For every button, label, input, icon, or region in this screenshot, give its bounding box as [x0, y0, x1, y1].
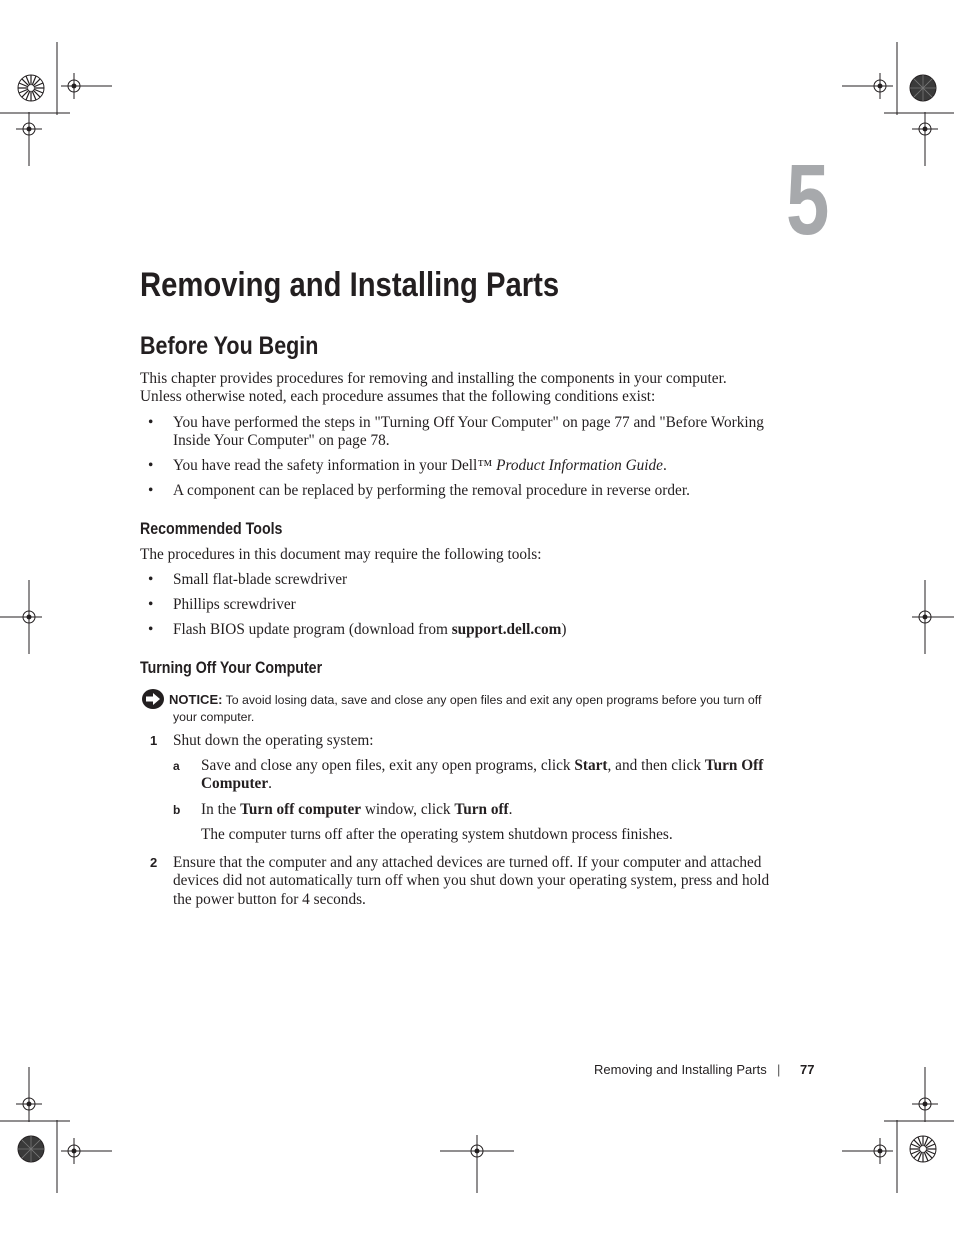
chapter-title: Removing and Installing Parts	[140, 266, 560, 304]
subsection-title-recommended-tools: Recommended Tools	[140, 520, 283, 538]
notice-box	[169, 691, 789, 726]
tool-item: Flash BIOS update program (download from support.dell.com)	[173, 621, 567, 638]
tools-intro: The procedures in this document may require the following tools:	[140, 546, 542, 563]
condition-item: You have read the safety information in your Dell™ Product Information Guide.	[173, 457, 667, 474]
step-number: 1	[150, 733, 158, 748]
intro-line-2: Unless otherwise noted, each procedure assumes that the following conditions exist:	[140, 388, 656, 406]
substep-text: In the Turn off computer window, click Turn off.	[201, 801, 513, 818]
turn-off-computer-window-label: Turn off computer	[240, 801, 362, 818]
bullet-glyph: •	[148, 621, 154, 638]
bullet-glyph: •	[148, 596, 154, 613]
substep-letter: b	[173, 803, 181, 817]
intro-paragraph	[140, 370, 800, 407]
bullet-glyph: •	[148, 482, 154, 499]
start-menu-label: Start	[574, 757, 608, 774]
turn-off-button-label: Turn off	[454, 801, 509, 818]
footer-separator: |	[777, 1062, 781, 1077]
substep-letter: a	[173, 759, 180, 773]
turn-off-label-part1: Turn Off	[704, 757, 764, 774]
bullet-glyph: •	[148, 571, 154, 588]
tool-item: Small flat-blade screwdriver	[173, 571, 348, 588]
turn-off-label-part2: Computer	[201, 775, 269, 793]
substep-text: Save and close any open files, exit any open programs, click Start, and then click Turn Off Computer.	[201, 757, 764, 793]
support-site-link-text: support.dell.com	[451, 621, 562, 638]
intro-line-1: This chapter provides procedures for removing and installing the components in your computer.	[140, 370, 727, 387]
step-number: 2	[150, 855, 158, 870]
condition-item: A component can be replaced by performing the removal procedure in reverse order.	[173, 482, 690, 499]
page-number: 77	[800, 1062, 815, 1077]
notice-line-1: To avoid losing data, save and close any open files and exit any open programs before you turn off	[225, 693, 762, 707]
substep-note: The computer turns off after the operating system shutdown process finishes.	[201, 826, 673, 843]
notice-label: NOTICE:	[169, 692, 223, 707]
bullet-glyph: •	[148, 414, 154, 431]
product-information-guide-title: Product Information Guide	[496, 457, 663, 474]
step-text: Ensure that the computer and any attached devices are turned off. If your computer and attached devices did not automatically turn off when you shut down your operating system, press and hold the power button for 4 seconds.	[173, 854, 770, 908]
subsection-title-turning-off: Turning Off Your Computer	[140, 659, 323, 677]
footer-running-title: Removing and Installing Parts	[594, 1062, 767, 1077]
notice-icon	[141, 688, 165, 710]
notice-line-2: your computer.	[173, 710, 255, 724]
condition-item: You have performed the steps in "Turning Off Your Computer" on page 77 and "Before Working Inside Your Computer" on page 78.	[173, 414, 764, 450]
bullet-glyph: •	[148, 457, 154, 474]
section-title-before-you-begin: Before You Begin	[140, 332, 319, 360]
chapter-number: 5	[786, 144, 830, 256]
step-text: Shut down the operating system:	[173, 732, 374, 749]
tool-item: Phillips screwdriver	[173, 596, 296, 613]
